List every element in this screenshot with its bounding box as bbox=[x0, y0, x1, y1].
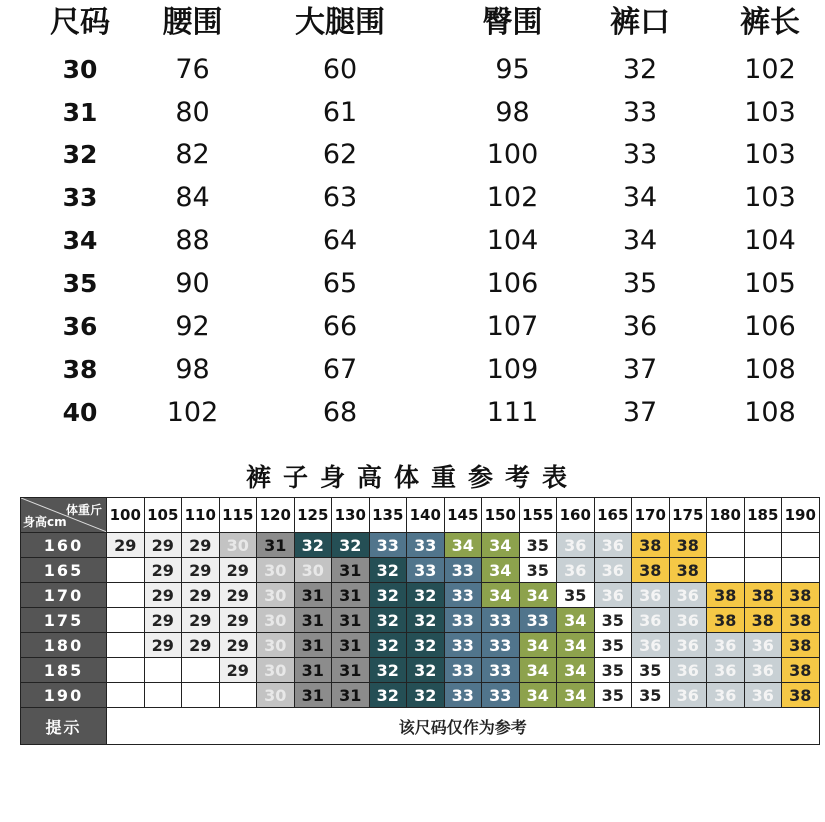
empty-cell bbox=[107, 558, 145, 583]
size-value-cell: 33 bbox=[444, 683, 482, 708]
size-table-cell: 37 bbox=[622, 397, 658, 428]
height-unit-label: 身高cm bbox=[23, 515, 67, 529]
size-table-cell: 68 bbox=[322, 397, 358, 428]
size-value-cell: 31 bbox=[332, 633, 370, 658]
size-table-cell: 60 bbox=[322, 54, 358, 85]
size-value-cell: 36 bbox=[632, 608, 670, 633]
size-value-cell: 38 bbox=[744, 583, 782, 608]
size-table-row bbox=[0, 307, 825, 347]
size-value-cell: 29 bbox=[182, 608, 220, 633]
size-table-row bbox=[0, 50, 825, 90]
size-value-cell: 38 bbox=[782, 633, 820, 658]
size-value-cell: 36 bbox=[594, 558, 632, 583]
size-table-cell: 36 bbox=[622, 311, 658, 342]
size-value-cell: 35 bbox=[632, 683, 670, 708]
size-table-cell: 104 bbox=[744, 225, 796, 256]
size-table-row bbox=[0, 350, 825, 390]
size-table-cell: 32 bbox=[62, 140, 98, 169]
size-table-cell: 104 bbox=[486, 225, 539, 256]
size-value-cell: 35 bbox=[519, 558, 557, 583]
size-value-cell: 31 bbox=[294, 633, 332, 658]
size-value-cell: 36 bbox=[669, 633, 707, 658]
empty-cell bbox=[782, 533, 820, 558]
size-table-cell: 100 bbox=[486, 139, 539, 170]
height-label-cell: 180 bbox=[21, 633, 107, 658]
size-value-cell: 29 bbox=[219, 583, 257, 608]
size-value-cell: 36 bbox=[632, 633, 670, 658]
size-table-cell: 63 bbox=[322, 182, 358, 213]
size-table-cell: 61 bbox=[322, 97, 358, 128]
height-row bbox=[21, 633, 820, 658]
size-table-cell: 90 bbox=[175, 268, 210, 299]
size-value-cell: 32 bbox=[407, 583, 445, 608]
size-value-cell: 31 bbox=[332, 658, 370, 683]
weight-header-cell: 150 bbox=[482, 498, 520, 533]
size-value-cell: 34 bbox=[444, 533, 482, 558]
size-value-cell: 30 bbox=[257, 583, 295, 608]
size-value-cell: 29 bbox=[107, 533, 145, 558]
weight-header-cell: 155 bbox=[519, 498, 557, 533]
size-value-cell: 36 bbox=[669, 608, 707, 633]
size-value-cell: 35 bbox=[632, 658, 670, 683]
size-value-cell: 33 bbox=[519, 608, 557, 633]
height-label-cell: 165 bbox=[21, 558, 107, 583]
size-table-cell: 37 bbox=[622, 354, 658, 385]
size-value-cell: 38 bbox=[782, 658, 820, 683]
size-value-cell: 35 bbox=[594, 683, 632, 708]
size-value-cell: 33 bbox=[444, 658, 482, 683]
size-value-cell: 34 bbox=[557, 608, 595, 633]
height-weight-reference-table bbox=[20, 497, 820, 745]
size-value-cell: 31 bbox=[294, 608, 332, 633]
size-value-cell: 29 bbox=[219, 608, 257, 633]
note-label: 提示 bbox=[21, 708, 107, 745]
size-table-cell: 95 bbox=[495, 54, 530, 85]
size-value-cell: 38 bbox=[669, 533, 707, 558]
size-table-cell: 105 bbox=[744, 268, 796, 299]
size-table-cell: 98 bbox=[175, 354, 210, 385]
height-label-cell: 185 bbox=[21, 658, 107, 683]
size-table-cell: 98 bbox=[495, 97, 530, 128]
empty-cell bbox=[707, 558, 745, 583]
size-value-cell: 34 bbox=[557, 658, 595, 683]
size-value-cell: 32 bbox=[369, 633, 407, 658]
size-table-cell: 34 bbox=[622, 182, 658, 213]
size-table-row bbox=[0, 135, 825, 175]
size-value-cell: 36 bbox=[744, 658, 782, 683]
size-value-cell: 32 bbox=[369, 683, 407, 708]
weight-header-cell: 100 bbox=[107, 498, 145, 533]
size-table-header-cell: 裤口 bbox=[610, 5, 670, 40]
size-table-cell: 108 bbox=[744, 397, 796, 428]
size-value-cell: 38 bbox=[632, 558, 670, 583]
height-row bbox=[21, 533, 820, 558]
size-table-cell: 107 bbox=[486, 311, 539, 342]
size-value-cell: 29 bbox=[144, 533, 182, 558]
height-label-cell: 160 bbox=[21, 533, 107, 558]
size-value-cell: 30 bbox=[257, 608, 295, 633]
size-table-row bbox=[0, 93, 825, 133]
size-value-cell: 36 bbox=[744, 683, 782, 708]
height-label-cell: 190 bbox=[21, 683, 107, 708]
weight-header-cell: 105 bbox=[144, 498, 182, 533]
empty-cell bbox=[107, 633, 145, 658]
size-table-cell: 103 bbox=[744, 139, 796, 170]
size-value-cell: 30 bbox=[257, 658, 295, 683]
size-value-cell: 29 bbox=[144, 608, 182, 633]
size-value-cell: 36 bbox=[707, 683, 745, 708]
note-text: 该尺码仅作为参考 bbox=[107, 708, 820, 745]
height-label-cell: 175 bbox=[21, 608, 107, 633]
note-row bbox=[21, 708, 820, 745]
weight-header-cell: 165 bbox=[594, 498, 632, 533]
size-value-cell: 33 bbox=[444, 608, 482, 633]
size-value-cell: 38 bbox=[669, 558, 707, 583]
empty-cell bbox=[782, 558, 820, 583]
size-value-cell: 34 bbox=[557, 633, 595, 658]
size-table-cell: 65 bbox=[322, 268, 358, 299]
size-value-cell: 32 bbox=[369, 558, 407, 583]
empty-cell bbox=[219, 683, 257, 708]
size-table-cell: 66 bbox=[322, 311, 358, 342]
size-value-cell: 29 bbox=[182, 583, 220, 608]
size-table-cell: 102 bbox=[166, 397, 219, 428]
size-value-cell: 36 bbox=[669, 658, 707, 683]
size-table-cell: 102 bbox=[744, 54, 796, 85]
empty-cell bbox=[107, 608, 145, 633]
size-value-cell: 33 bbox=[482, 608, 520, 633]
height-label-cell: 170 bbox=[21, 583, 107, 608]
size-value-cell: 29 bbox=[144, 583, 182, 608]
size-table-cell: 111 bbox=[486, 397, 539, 428]
size-table-cell: 103 bbox=[744, 97, 796, 128]
size-value-cell: 29 bbox=[144, 558, 182, 583]
size-value-cell: 36 bbox=[707, 658, 745, 683]
size-table-cell: 108 bbox=[744, 354, 796, 385]
size-value-cell: 36 bbox=[744, 633, 782, 658]
size-value-cell: 31 bbox=[332, 683, 370, 708]
size-table-cell: 76 bbox=[175, 54, 210, 85]
weight-header-cell: 135 bbox=[369, 498, 407, 533]
size-table-cell: 40 bbox=[62, 398, 98, 427]
size-value-cell: 33 bbox=[444, 558, 482, 583]
weight-header-cell: 110 bbox=[182, 498, 220, 533]
size-value-cell: 38 bbox=[632, 533, 670, 558]
empty-cell bbox=[744, 558, 782, 583]
weight-header-cell: 140 bbox=[407, 498, 445, 533]
size-value-cell: 33 bbox=[407, 533, 445, 558]
size-table-header-cell: 臀围 bbox=[482, 5, 543, 40]
size-value-cell: 35 bbox=[594, 658, 632, 683]
empty-cell bbox=[107, 583, 145, 608]
empty-cell bbox=[144, 658, 182, 683]
size-table-header-cell: 裤长 bbox=[740, 5, 800, 40]
size-table-cell: 106 bbox=[486, 268, 539, 299]
size-value-cell: 29 bbox=[219, 633, 257, 658]
size-value-cell: 36 bbox=[594, 583, 632, 608]
size-value-cell: 33 bbox=[444, 583, 482, 608]
size-value-cell: 30 bbox=[294, 558, 332, 583]
weight-header-cell: 170 bbox=[632, 498, 670, 533]
weight-header-cell: 160 bbox=[557, 498, 595, 533]
size-table-cell: 33 bbox=[622, 139, 658, 170]
size-value-cell: 33 bbox=[482, 683, 520, 708]
size-table-cell: 30 bbox=[62, 55, 98, 84]
size-value-cell: 30 bbox=[257, 558, 295, 583]
size-table-cell: 38 bbox=[62, 355, 98, 384]
size-value-cell: 34 bbox=[557, 683, 595, 708]
size-value-cell: 32 bbox=[369, 608, 407, 633]
size-value-cell: 32 bbox=[332, 533, 370, 558]
size-value-cell: 31 bbox=[257, 533, 295, 558]
size-table-cell: 33 bbox=[622, 97, 658, 128]
size-value-cell: 32 bbox=[369, 583, 407, 608]
weight-header-cell: 120 bbox=[257, 498, 295, 533]
size-table-cell: 35 bbox=[62, 269, 98, 298]
size-value-cell: 36 bbox=[557, 533, 595, 558]
height-row bbox=[21, 608, 820, 633]
size-table-row bbox=[0, 178, 825, 218]
weight-header-row bbox=[21, 498, 820, 533]
size-table-header-cell: 尺码 bbox=[50, 5, 110, 40]
size-value-cell: 36 bbox=[632, 583, 670, 608]
empty-cell bbox=[182, 683, 220, 708]
size-table-cell: 31 bbox=[62, 98, 98, 127]
size-value-cell: 35 bbox=[519, 533, 557, 558]
weight-header-cell: 125 bbox=[294, 498, 332, 533]
size-value-cell: 30 bbox=[257, 683, 295, 708]
size-value-cell: 38 bbox=[782, 583, 820, 608]
size-table-cell: 36 bbox=[62, 312, 98, 341]
table-corner-header bbox=[21, 498, 107, 533]
size-value-cell: 31 bbox=[294, 658, 332, 683]
empty-cell bbox=[107, 683, 145, 708]
size-value-cell: 30 bbox=[257, 633, 295, 658]
size-value-cell: 29 bbox=[182, 633, 220, 658]
height-row bbox=[21, 583, 820, 608]
size-table-header-cell: 腰围 bbox=[162, 5, 223, 40]
size-value-cell: 29 bbox=[182, 533, 220, 558]
size-table-cell: 106 bbox=[744, 311, 796, 342]
empty-cell bbox=[707, 533, 745, 558]
size-value-cell: 32 bbox=[407, 608, 445, 633]
size-table-cell: 84 bbox=[175, 182, 210, 213]
size-value-cell: 31 bbox=[294, 683, 332, 708]
size-table-row bbox=[0, 221, 825, 261]
reference-chart-title: 裤子身高体重参考表 bbox=[245, 463, 579, 492]
size-table-cell: 109 bbox=[486, 354, 539, 385]
size-value-cell: 35 bbox=[557, 583, 595, 608]
size-table-cell: 35 bbox=[622, 268, 658, 299]
size-value-cell: 29 bbox=[219, 658, 257, 683]
size-table-cell: 32 bbox=[622, 54, 658, 85]
empty-cell bbox=[744, 533, 782, 558]
size-table-cell: 34 bbox=[622, 225, 658, 256]
weight-header-cell: 185 bbox=[744, 498, 782, 533]
size-value-cell: 34 bbox=[482, 533, 520, 558]
size-value-cell: 34 bbox=[519, 583, 557, 608]
weight-header-cell: 190 bbox=[782, 498, 820, 533]
size-value-cell: 30 bbox=[219, 533, 257, 558]
size-table-cell: 82 bbox=[175, 139, 210, 170]
size-value-cell: 35 bbox=[594, 608, 632, 633]
size-table-header-row bbox=[0, 3, 825, 43]
size-value-cell: 29 bbox=[144, 633, 182, 658]
size-table-cell: 67 bbox=[322, 354, 358, 385]
size-value-cell: 29 bbox=[219, 558, 257, 583]
size-value-cell: 32 bbox=[407, 658, 445, 683]
size-table-cell: 80 bbox=[175, 97, 210, 128]
size-value-cell: 38 bbox=[782, 683, 820, 708]
size-table-cell: 92 bbox=[175, 311, 210, 342]
size-value-cell: 36 bbox=[594, 533, 632, 558]
size-value-cell: 34 bbox=[519, 633, 557, 658]
height-row bbox=[21, 658, 820, 683]
size-value-cell: 33 bbox=[369, 533, 407, 558]
size-value-cell: 31 bbox=[294, 583, 332, 608]
size-value-cell: 33 bbox=[482, 633, 520, 658]
empty-cell bbox=[144, 683, 182, 708]
size-table-header-cell: 大腿围 bbox=[295, 5, 385, 40]
size-table-row bbox=[0, 393, 825, 433]
size-table-cell: 88 bbox=[175, 225, 210, 256]
size-value-cell: 33 bbox=[407, 558, 445, 583]
height-row bbox=[21, 558, 820, 583]
size-value-cell: 36 bbox=[707, 633, 745, 658]
size-value-cell: 38 bbox=[707, 583, 745, 608]
weight-header-cell: 175 bbox=[669, 498, 707, 533]
size-value-cell: 31 bbox=[332, 608, 370, 633]
height-row bbox=[21, 683, 820, 708]
size-value-cell: 35 bbox=[594, 633, 632, 658]
size-table-row bbox=[0, 264, 825, 304]
size-table-cell: 62 bbox=[322, 139, 358, 170]
size-value-cell: 38 bbox=[744, 608, 782, 633]
weight-header-cell: 130 bbox=[332, 498, 370, 533]
size-table-cell: 33 bbox=[62, 183, 98, 212]
weight-header-cell: 115 bbox=[219, 498, 257, 533]
empty-cell bbox=[107, 658, 145, 683]
size-value-cell: 33 bbox=[482, 658, 520, 683]
size-value-cell: 34 bbox=[519, 683, 557, 708]
size-value-cell: 34 bbox=[482, 558, 520, 583]
size-table-cell: 64 bbox=[322, 225, 358, 256]
size-value-cell: 34 bbox=[482, 583, 520, 608]
size-value-cell: 31 bbox=[332, 558, 370, 583]
size-value-cell: 32 bbox=[407, 633, 445, 658]
weight-header-cell: 180 bbox=[707, 498, 745, 533]
size-value-cell: 34 bbox=[519, 658, 557, 683]
size-value-cell: 32 bbox=[407, 683, 445, 708]
size-value-cell: 29 bbox=[182, 558, 220, 583]
size-value-cell: 31 bbox=[332, 583, 370, 608]
empty-cell bbox=[182, 658, 220, 683]
size-table-cell: 103 bbox=[744, 182, 796, 213]
size-table-cell: 102 bbox=[486, 182, 539, 213]
size-value-cell: 38 bbox=[707, 608, 745, 633]
size-value-cell: 32 bbox=[369, 658, 407, 683]
size-value-cell: 36 bbox=[669, 683, 707, 708]
size-value-cell: 36 bbox=[669, 583, 707, 608]
size-table-cell: 34 bbox=[62, 226, 98, 255]
weight-unit-label: 体重斤 bbox=[65, 503, 102, 517]
size-value-cell: 32 bbox=[294, 533, 332, 558]
size-value-cell: 36 bbox=[557, 558, 595, 583]
size-value-cell: 38 bbox=[782, 608, 820, 633]
size-value-cell: 33 bbox=[444, 633, 482, 658]
weight-header-cell: 145 bbox=[444, 498, 482, 533]
